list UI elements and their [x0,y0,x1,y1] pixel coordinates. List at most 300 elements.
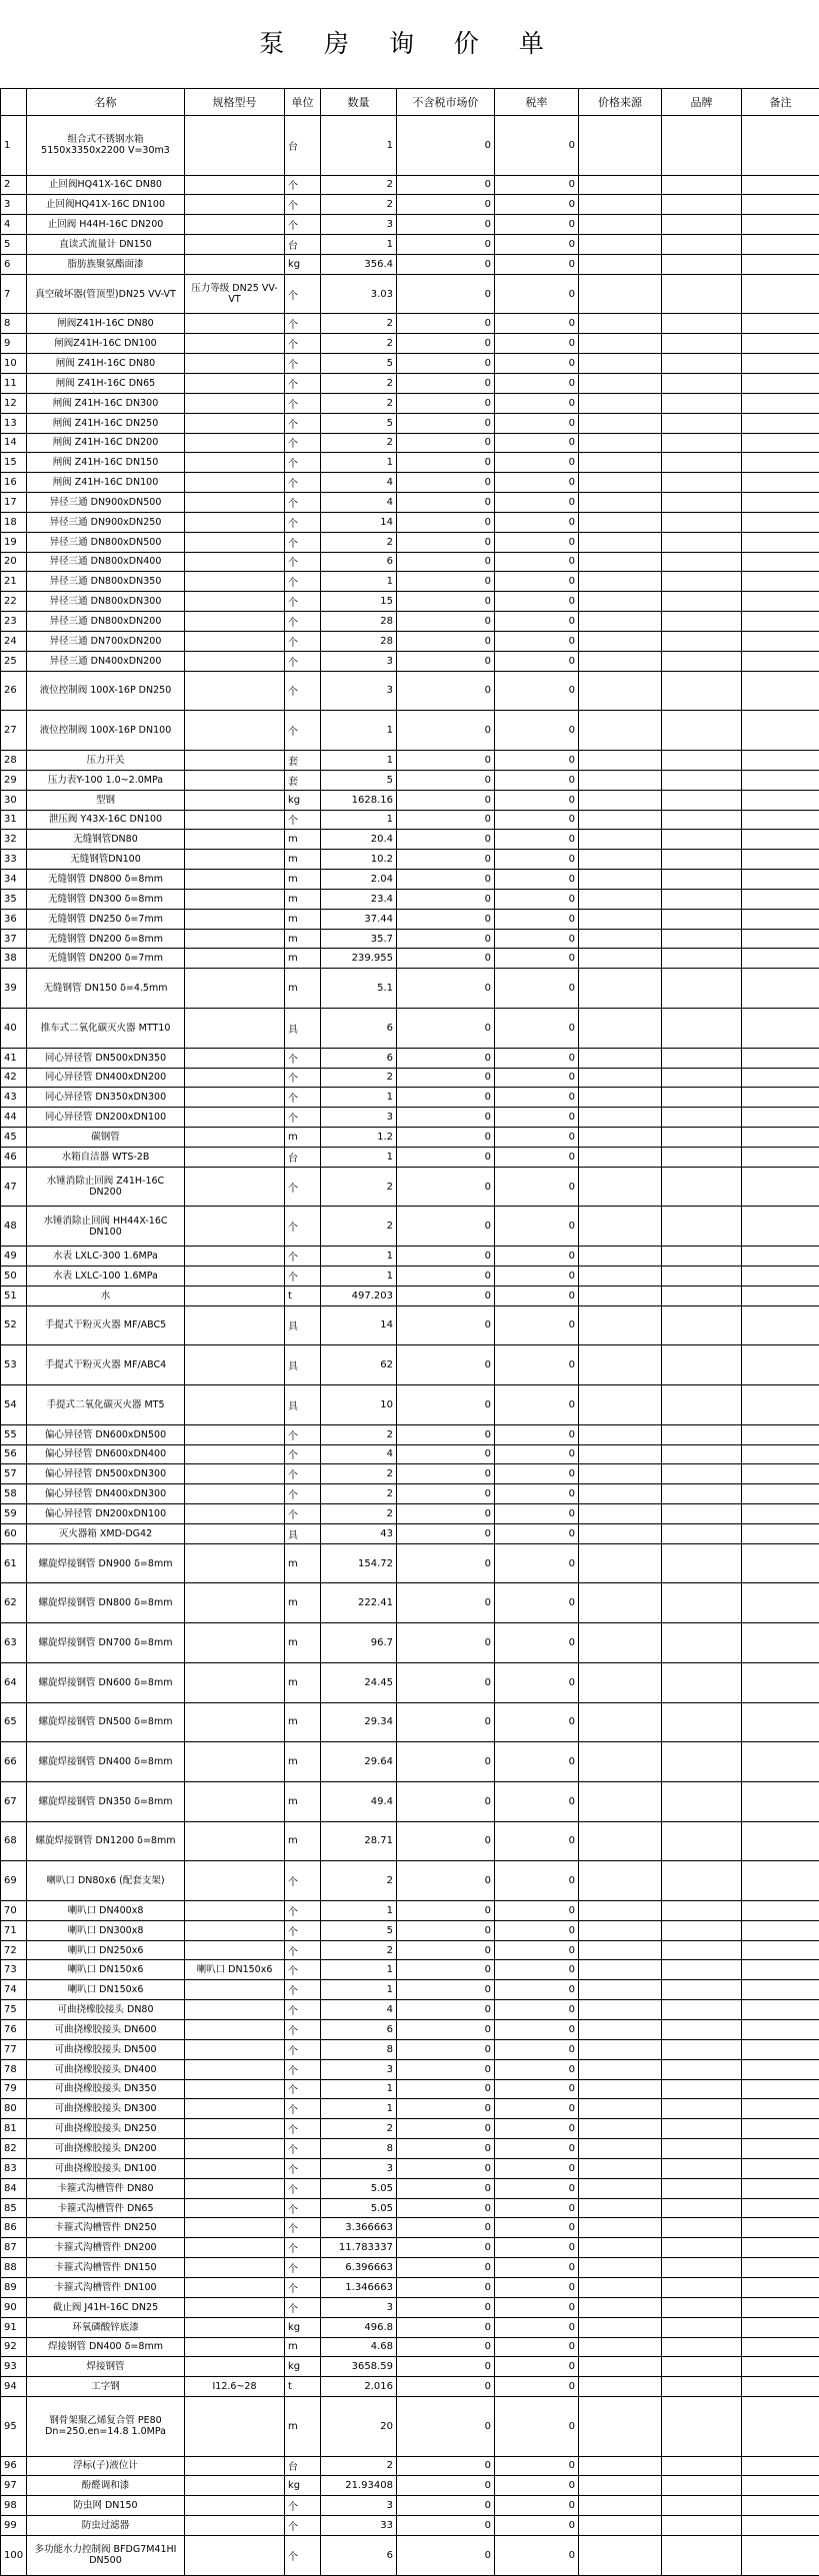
cell-name: 螺旋焊接钢管 DN800 δ=8mm [27,1583,185,1623]
table-row [1,2198,819,2218]
cell-spec [185,2297,285,2317]
cell-tax-rate: 0 [495,453,579,473]
cell-price-source [579,334,662,354]
cell-price: 0 [397,512,495,532]
cell-index: 56 [1,1444,27,1464]
cell-note [742,2516,819,2536]
cell-spec [185,1900,285,1920]
cell-note [742,1147,819,1167]
cell-name: 防虫网 DN150 [27,2496,185,2516]
cell-price: 0 [397,195,495,215]
cell-index: 86 [1,2218,27,2238]
table-row [1,453,819,473]
cell-spec [185,1980,285,2000]
cell-note [742,1207,819,1247]
cell-brand [662,1484,742,1504]
cell-quantity: 3 [321,215,397,235]
cell-name: 型钢 [27,790,185,810]
cell-unit: t [285,2377,321,2397]
cell-spec: 喇叭口 DN150x6 [185,1960,285,1980]
cell-name: 碳钢管 [27,1128,185,1148]
cell-brand [662,1662,742,1702]
cell-spec [185,1048,285,1068]
cell-brand [662,274,742,314]
cell-index: 29 [1,770,27,790]
cell-quantity: 3 [321,2297,397,2317]
cell-name: 酚醛调和漆 [27,2476,185,2496]
cell-quantity: 239.955 [321,949,397,969]
table-row [1,2357,819,2377]
cell-quantity: 2.04 [321,870,397,890]
cell-spec [185,2119,285,2139]
cell-price-source [579,1444,662,1464]
cell-name: 无缝钢管 DN200 δ=8mm [27,929,185,949]
cell-spec [185,215,285,235]
cell-quantity: 29.34 [321,1702,397,1742]
cell-name: 灭火器箱 XMD-DG42 [27,1523,185,1543]
cell-index: 13 [1,413,27,433]
table-header [1,89,819,116]
cell-price-source [579,1266,662,1286]
cell-unit: 个 [285,1504,321,1524]
cell-price: 0 [397,1662,495,1702]
cell-brand [662,1623,742,1663]
cell-unit: m [285,1702,321,1742]
cell-brand [662,393,742,413]
cell-index: 68 [1,1821,27,1861]
cell-tax-rate: 0 [495,949,579,969]
cell-note [742,2377,819,2397]
cell-name: 异径三通 DN900xDN250 [27,512,185,532]
cell-tax-rate: 0 [495,929,579,949]
cell-tax-rate: 0 [495,770,579,790]
cell-tax-rate: 0 [495,1940,579,1960]
cell-note [742,2397,819,2457]
cell-quantity: 3.03 [321,274,397,314]
cell-name: 喇叭口 DN80x6 (配套支架) [27,1861,185,1901]
cell-quantity: 2 [321,1861,397,1901]
cell-quantity: 1 [321,1147,397,1167]
cell-unit: 个 [285,314,321,334]
table-row [1,2397,819,2457]
cell-quantity: 1 [321,116,397,176]
cell-note [742,195,819,215]
cell-quantity: 3 [321,2496,397,2516]
cell-price: 0 [397,1207,495,1247]
cell-index: 62 [1,1583,27,1623]
cell-quantity: 20.4 [321,830,397,850]
cell-tax-rate: 0 [495,2476,579,2496]
table-row [1,1088,819,1108]
cell-price-source [579,453,662,473]
cell-spec [185,2198,285,2218]
cell-brand [662,2039,742,2059]
cell-spec [185,453,285,473]
table-row [1,830,819,850]
cell-brand [662,2397,742,2457]
cell-price: 0 [397,1008,495,1048]
cell-unit: 个 [285,512,321,532]
cell-brand [662,1821,742,1861]
cell-spec [185,1207,285,1247]
cell-note [742,850,819,870]
table-row [1,1920,819,1940]
cell-price: 0 [397,1504,495,1524]
cell-spec [185,334,285,354]
cell-note [742,1861,819,1901]
cell-spec [185,1623,285,1663]
cell-note [742,373,819,393]
cell-note [742,711,819,751]
cell-quantity: 5 [321,354,397,374]
cell-brand [662,453,742,473]
table-row [1,2039,819,2059]
cell-note [742,1484,819,1504]
cell-name: 环氧磷酸锌底漆 [27,2317,185,2337]
cell-price-source [579,1207,662,1247]
cell-note [742,1940,819,1960]
cell-price-source [579,1504,662,1524]
cell-name: 喇叭口 DN300x8 [27,1920,185,1940]
cell-index: 67 [1,1781,27,1821]
cell-price-source [579,1128,662,1148]
cell-spec [185,1167,285,1207]
cell-index: 9 [1,334,27,354]
table-row [1,2496,819,2516]
cell-quantity: 4 [321,473,397,493]
cell-note [742,770,819,790]
cell-index: 91 [1,2317,27,2337]
cell-price: 0 [397,254,495,274]
cell-spec [185,2000,285,2020]
cell-tax-rate: 0 [495,1662,579,1702]
cell-spec [185,1543,285,1583]
cell-quantity: 20 [321,2397,397,2457]
table-row [1,1484,819,1504]
cell-tax-rate: 0 [495,1702,579,1742]
cell-quantity: 5.05 [321,2198,397,2218]
cell-unit: m [285,1821,321,1861]
cell-note [742,552,819,572]
cell-name: 闸阀 Z41H-16C DN100 [27,473,185,493]
cell-unit: kg [285,2357,321,2377]
header-spec: 规格型号 [185,89,285,116]
cell-price: 0 [397,2277,495,2297]
cell-index: 24 [1,631,27,651]
table-row [1,235,819,255]
cell-brand [662,711,742,751]
cell-price: 0 [397,235,495,255]
cell-tax-rate: 0 [495,1900,579,1920]
cell-note [742,532,819,552]
cell-note [742,2535,819,2575]
cell-unit: 个 [285,1167,321,1207]
cell-price-source [579,433,662,453]
cell-unit: 个 [285,393,321,413]
cell-tax-rate: 0 [495,2059,579,2079]
cell-quantity: 35.7 [321,929,397,949]
cell-index: 79 [1,2079,27,2099]
cell-brand [662,116,742,176]
cell-price-source [579,2059,662,2079]
cell-price: 0 [397,1900,495,1920]
table-row [1,1523,819,1543]
cell-unit: 具 [285,1305,321,1345]
cell-price: 0 [397,1940,495,1960]
table-row [1,1900,819,1920]
cell-tax-rate: 0 [495,1742,579,1782]
cell-name: 直读式流量计 DN150 [27,235,185,255]
cell-index: 31 [1,810,27,830]
cell-spec [185,493,285,513]
cell-brand [662,1781,742,1821]
cell-brand [662,2258,742,2278]
cell-unit: m [285,1543,321,1583]
cell-price: 0 [397,751,495,771]
cell-spec [185,671,285,711]
cell-name: 真空破坏器(管顶型)DN25 VV-VT [27,274,185,314]
cell-note [742,1385,819,1425]
cell-quantity: 3658.59 [321,2357,397,2377]
cell-tax-rate: 0 [495,1781,579,1821]
cell-spec [185,1128,285,1148]
cell-brand [662,592,742,612]
table-row [1,1543,819,1583]
cell-price: 0 [397,2059,495,2079]
cell-unit: 个 [285,1940,321,1960]
cell-index: 47 [1,1167,27,1207]
cell-index: 74 [1,1980,27,2000]
cell-unit: kg [285,2317,321,2337]
cell-note [742,2079,819,2099]
cell-index: 11 [1,373,27,393]
cell-tax-rate: 0 [495,2496,579,2516]
cell-price-source [579,1960,662,1980]
cell-note [742,1167,819,1207]
cell-unit: 具 [285,1345,321,1385]
cell-unit: 个 [285,1068,321,1088]
cell-price-source [579,2238,662,2258]
cell-tax-rate: 0 [495,2297,579,2317]
cell-index: 4 [1,215,27,235]
cell-name: 螺旋焊接钢管 DN500 δ=8mm [27,1702,185,1742]
cell-quantity: 2 [321,1424,397,1444]
cell-unit: 个 [285,1207,321,1247]
table-row [1,1048,819,1068]
cell-quantity: 2.016 [321,2377,397,2397]
cell-unit: 个 [285,1424,321,1444]
cell-spec: I12.6~28 [185,2377,285,2397]
cell-brand [662,2099,742,2119]
table-row [1,969,819,1009]
cell-name: 无缝钢管 DN300 δ=8mm [27,889,185,909]
cell-quantity: 3 [321,651,397,671]
table-row [1,810,819,830]
cell-name: 水箱自洁器 WTS-2B [27,1147,185,1167]
cell-note [742,2317,819,2337]
cell-index: 72 [1,1940,27,1960]
cell-spec [185,830,285,850]
cell-unit: 个 [285,2119,321,2139]
cell-index: 39 [1,969,27,1009]
cell-brand [662,969,742,1009]
cell-spec [185,2238,285,2258]
cell-spec [185,2218,285,2238]
cell-brand [662,175,742,195]
cell-brand [662,1583,742,1623]
cell-index: 87 [1,2238,27,2258]
cell-quantity: 2 [321,334,397,354]
cell-price: 0 [397,830,495,850]
cell-unit: 个 [285,612,321,632]
cell-index: 80 [1,2099,27,2119]
cell-spec [185,235,285,255]
cell-tax-rate: 0 [495,1821,579,1861]
cell-unit: m [285,1583,321,1623]
cell-unit: 个 [285,2020,321,2040]
cell-note [742,1523,819,1543]
cell-tax-rate: 0 [495,1385,579,1425]
cell-quantity: 1 [321,1980,397,2000]
cell-unit: 个 [285,810,321,830]
cell-spec [185,969,285,1009]
cell-brand [662,2516,742,2536]
cell-brand [662,413,742,433]
cell-tax-rate: 0 [495,1167,579,1207]
cell-name: 无缝钢管 DN200 δ=7mm [27,949,185,969]
cell-price: 0 [397,2119,495,2139]
table-row [1,2456,819,2476]
cell-brand [662,909,742,929]
cell-tax-rate: 0 [495,552,579,572]
cell-unit: 个 [285,334,321,354]
cell-unit: kg [285,254,321,274]
cell-note [742,1247,819,1267]
cell-spec [185,2039,285,2059]
cell-price-source [579,2317,662,2337]
cell-price: 0 [397,493,495,513]
cell-tax-rate: 0 [495,235,579,255]
cell-note [742,1821,819,1861]
cell-index: 15 [1,453,27,473]
cell-name: 液位控制阀 100X-16P DN100 [27,711,185,751]
cell-price: 0 [397,2357,495,2377]
cell-spec [185,2178,285,2198]
cell-price-source [579,2337,662,2357]
cell-note [742,1266,819,1286]
cell-spec [185,2277,285,2297]
cell-unit: 台 [285,1147,321,1167]
cell-price-source [579,671,662,711]
cell-unit: 个 [285,373,321,393]
cell-unit: m [285,1662,321,1702]
cell-unit: 个 [285,274,321,314]
cell-note [742,1504,819,1524]
cell-note [742,1286,819,1305]
cell-tax-rate: 0 [495,1980,579,2000]
cell-spec [185,473,285,493]
header-tax-rate: 税率 [495,89,579,116]
cell-quantity: 1 [321,751,397,771]
cell-price-source [579,2397,662,2457]
cell-index: 36 [1,909,27,929]
cell-index: 81 [1,2119,27,2139]
cell-quantity: 2 [321,195,397,215]
table-row [1,770,819,790]
cell-brand [662,195,742,215]
table-row [1,1108,819,1128]
cell-note [742,592,819,612]
cell-unit: 个 [285,215,321,235]
cell-price-source [579,2139,662,2159]
cell-tax-rate: 0 [495,512,579,532]
table-row [1,2535,819,2575]
cell-brand [662,929,742,949]
cell-price-source [579,572,662,592]
cell-index: 88 [1,2258,27,2278]
cell-note [742,2277,819,2297]
cell-price-source [579,1108,662,1128]
cell-unit: 个 [285,711,321,751]
cell-quantity: 28.71 [321,1821,397,1861]
cell-brand [662,433,742,453]
cell-note [742,1048,819,1068]
cell-brand [662,2337,742,2357]
cell-name: 可曲挠橡胶接头 DN100 [27,2158,185,2178]
cell-name: 组合式不锈钢水箱 5150x3350x2200 V=30m3 [27,116,185,176]
cell-unit: 个 [285,2496,321,2516]
cell-index: 48 [1,1207,27,1247]
cell-unit: m [285,870,321,890]
table-row [1,1385,819,1425]
cell-unit: 个 [285,1464,321,1484]
cell-spec [185,2317,285,2337]
cell-price-source [579,889,662,909]
cell-note [742,433,819,453]
cell-brand [662,2357,742,2377]
cell-tax-rate: 0 [495,473,579,493]
cell-price: 0 [397,870,495,890]
cell-index: 35 [1,889,27,909]
cell-index: 60 [1,1523,27,1543]
cell-name: 同心异径管 DN350xDN300 [27,1088,185,1108]
cell-price: 0 [397,1861,495,1901]
cell-quantity: 3 [321,671,397,711]
cell-note [742,671,819,711]
cell-note [742,612,819,632]
cell-quantity: 6 [321,552,397,572]
cell-index: 43 [1,1088,27,1108]
cell-price: 0 [397,2198,495,2218]
cell-price: 0 [397,1108,495,1128]
cell-quantity: 2 [321,314,397,334]
cell-note [742,473,819,493]
cell-brand [662,493,742,513]
cell-note [742,493,819,513]
cell-price-source [579,2516,662,2536]
cell-price-source [579,770,662,790]
cell-note [742,1444,819,1464]
cell-note [742,2139,819,2159]
cell-note [742,2178,819,2198]
table-row [1,354,819,374]
cell-name: 闸阀 Z41H-16C DN150 [27,453,185,473]
cell-price-source [579,274,662,314]
table-row [1,2020,819,2040]
cell-brand [662,2476,742,2496]
cell-price-source [579,2020,662,2040]
cell-price: 0 [397,1702,495,1742]
